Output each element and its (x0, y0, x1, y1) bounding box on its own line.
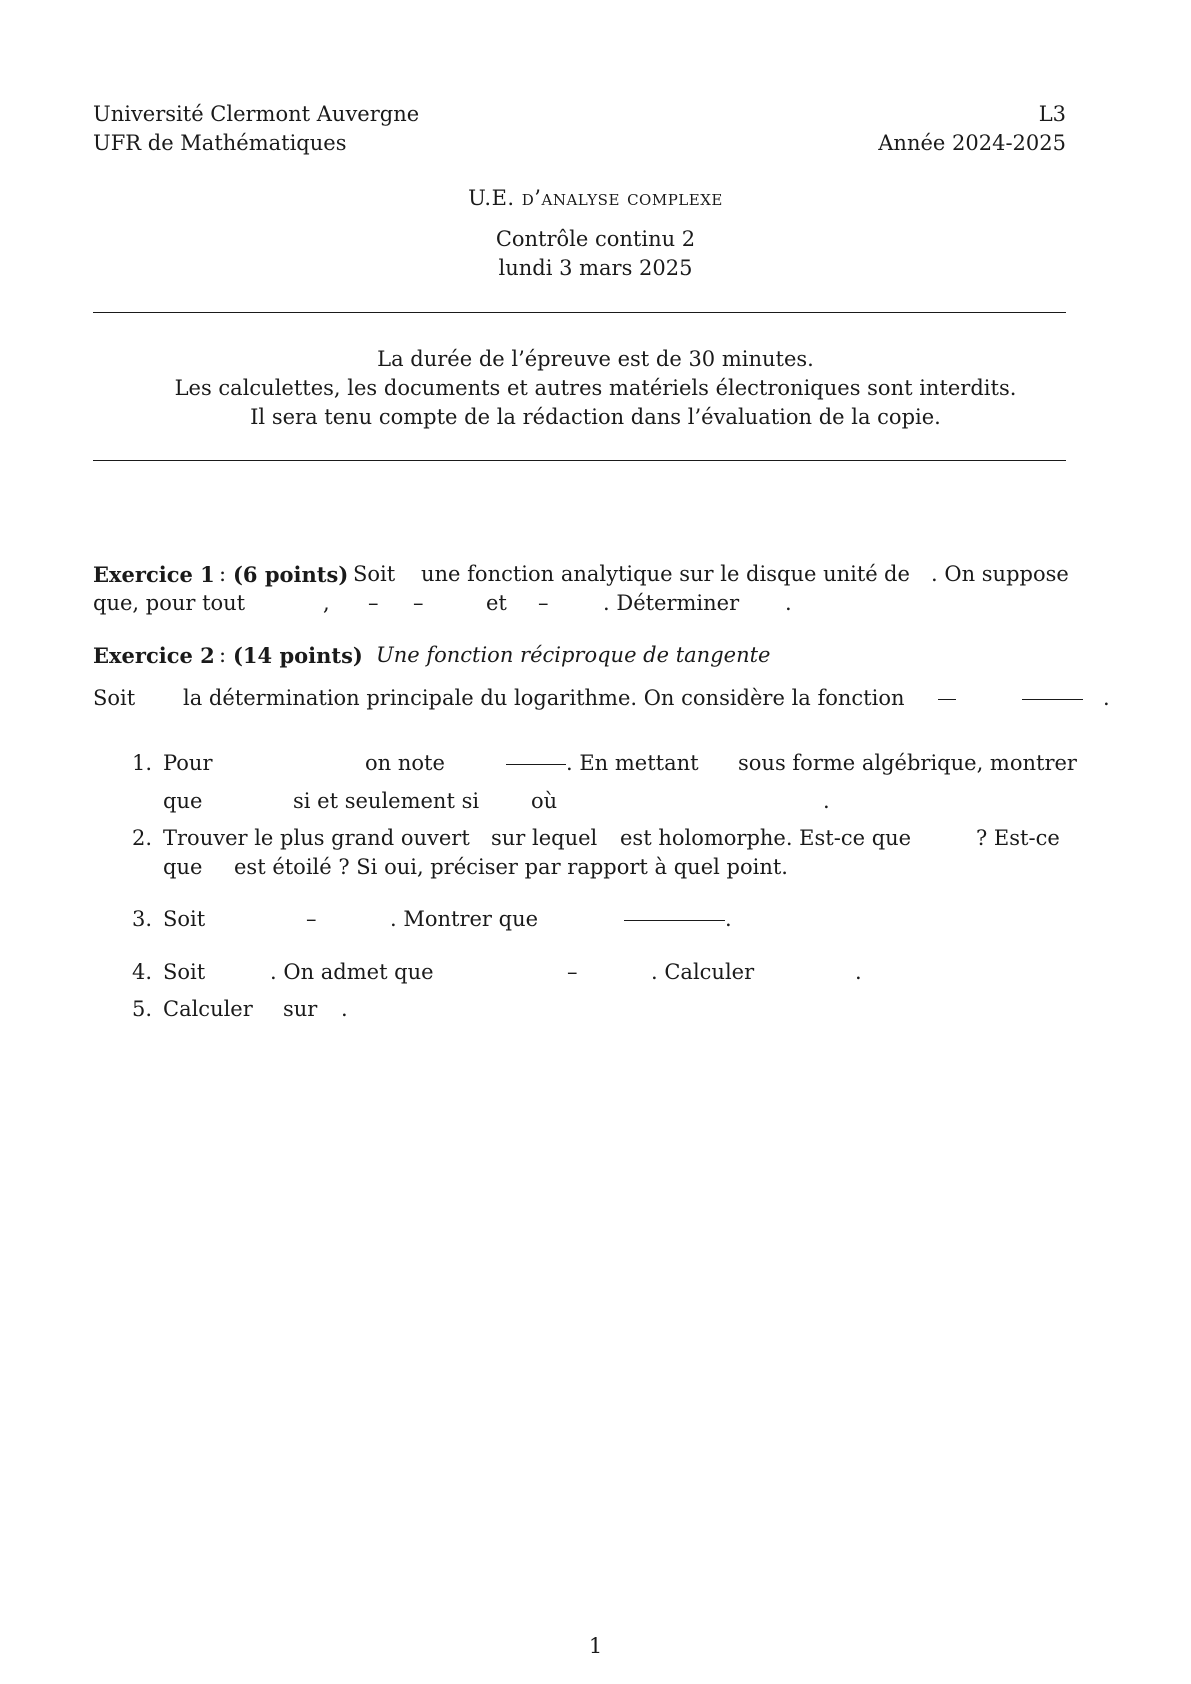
exercise-1-text: . On suppose (931, 562, 1069, 586)
question-4-text: . On admet que (270, 960, 434, 984)
question-2-text: ? Est-ce (976, 826, 1060, 850)
fraction-bar (506, 764, 566, 765)
department-name: UFR de Mathématiques (93, 131, 347, 155)
instruction-writing: Il sera tenu compte de la rédaction dans l’évaluation de la copie. (250, 405, 941, 429)
exercise-1-text: Soit (353, 562, 396, 586)
exercise-2-colon: : (219, 643, 227, 667)
exercise-2-subtitle: Une fonction réciproque de tangente (376, 643, 771, 667)
question-4-text: – (567, 960, 578, 984)
question-3-text: . Montrer que (390, 907, 539, 931)
exercise-1-text: – (538, 591, 549, 615)
exam-title: Contrôle continu 2 (495, 227, 696, 251)
instruction-materials: Les calculettes, les documents et autres matériels électroniques sont interdits. (174, 376, 1017, 400)
fraction-bar (624, 920, 725, 921)
question-5-text: Calculer (163, 997, 253, 1021)
page-number: 1 (588, 1634, 603, 1658)
question-3-text: – (306, 907, 317, 931)
question-2-text: sur lequel (491, 826, 598, 850)
exercise-1-text: – (368, 591, 379, 615)
exercise-1-colon: : (219, 562, 227, 586)
university-name: Université Clermont Auvergne (93, 102, 420, 126)
question-number: 2. (132, 826, 153, 850)
instruction-duration: La durée de l’épreuve est de 30 minutes. (377, 347, 814, 371)
question-number: 1. (132, 751, 153, 775)
question-1-text: . (823, 789, 830, 813)
question-1-text: si et seulement si (293, 789, 480, 813)
question-4-text: . Calculer (651, 960, 755, 984)
question-4-text: Soit (163, 960, 206, 984)
question-2-text: Trouver le plus grand ouvert (163, 826, 470, 850)
question-5-text: . (341, 997, 348, 1021)
question-4-text: . (855, 960, 862, 984)
question-2-text: est étoilé ? Si oui, préciser par rapport à quel point. (234, 855, 788, 879)
question-1-text: . En mettant (566, 751, 699, 775)
question-2-text: que (163, 855, 203, 879)
academic-year: Année 2024-2025 (878, 131, 1066, 155)
exercise-1-text: que, pour tout (93, 591, 246, 615)
question-1-text: on note (365, 751, 445, 775)
question-2-text: est holomorphe. Est-ce que (620, 826, 912, 850)
course-title: U.E. d’analyse complexe (468, 186, 723, 210)
question-3-text: . (725, 907, 732, 931)
exercise-1-text: . Déterminer (603, 591, 740, 615)
exercise-1-text: . (785, 591, 792, 615)
course-level: L3 (1038, 102, 1066, 126)
question-number: 4. (132, 960, 153, 984)
exercise-1-text: – (413, 591, 424, 615)
exam-date: lundi 3 mars 2025 (498, 256, 693, 280)
exercise-1-text: , (323, 591, 330, 615)
question-1-text: sous forme algébrique, montrer (738, 751, 1077, 775)
question-5-text: sur (283, 997, 318, 1021)
fraction-bar (938, 699, 956, 700)
question-number: 5. (132, 997, 153, 1021)
question-1-text: Pour (163, 751, 213, 775)
exercise-1-heading: Exercice 1 (93, 562, 215, 587)
fraction-bar (1022, 699, 1083, 700)
question-1-text: où (531, 789, 558, 813)
question-number: 3. (132, 907, 153, 931)
exercise-2-intro: . (1103, 686, 1110, 710)
exercise-2-intro: Soit (93, 686, 136, 710)
top-divider (93, 312, 1066, 313)
exercise-1-text: et (486, 591, 507, 615)
exercise-1-points: (6 points) (233, 562, 349, 587)
question-1-text: que (163, 789, 203, 813)
exercise-2-intro: la détermination principale du logarithme. On considère la fonction (183, 686, 905, 710)
exercise-1-text: une fonction analytique sur le disque unité (421, 562, 878, 586)
exercise-2-heading: Exercice 2 (93, 643, 215, 668)
exercise-2-points: (14 points) (233, 643, 363, 668)
exercise-1-text: de (884, 562, 910, 586)
bottom-divider (93, 460, 1066, 461)
question-3-text: Soit (163, 907, 206, 931)
